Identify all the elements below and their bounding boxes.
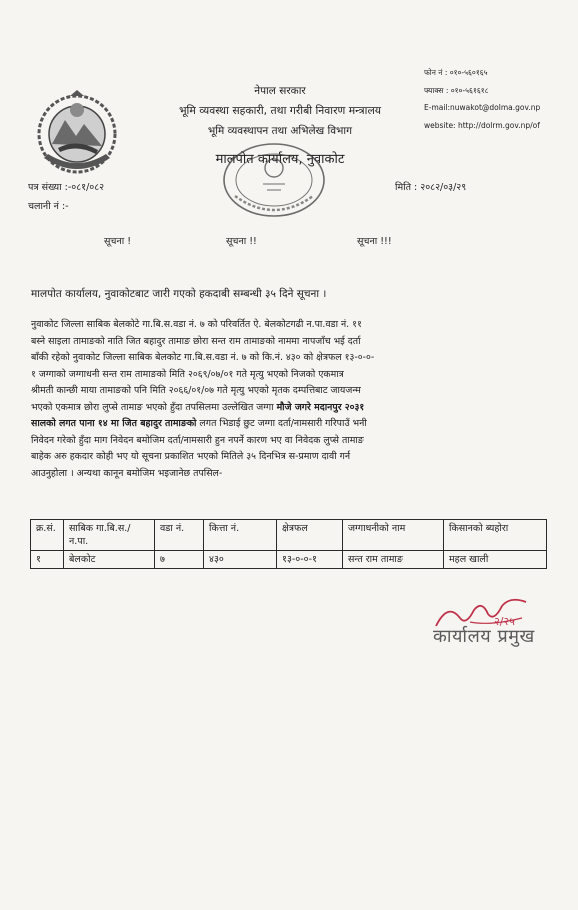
table-cell: १३-०-०-१ bbox=[277, 551, 343, 569]
header-line-department: भूमि व्यवस्थापन तथा अभिलेख विभाग bbox=[207, 125, 353, 137]
parcel-table bbox=[30, 519, 547, 569]
body-bold-location: मौजे जगरे मदानपुर २०३१ bbox=[276, 401, 365, 413]
body-line-part: लगत भिडाई छुट जग्गा दर्ता/नामसारी गरिपाउँ भनी bbox=[196, 418, 367, 429]
body-line: नुवाकोट जिल्ला साबिक बेलकोटे गा.बि.स.वडा नं. ७ को परिवर्तित ऐ. बेलकोटगढी न.पा.वडा नं. ११ bbox=[31, 319, 362, 330]
body-line: बाहेक अरु हकदार कोही भए यो सूचना प्रकाशित भएको मितिले ३५ दिनभित्र स-प्रमाण दावी गर्न bbox=[31, 451, 351, 462]
table-cell: १ bbox=[31, 551, 64, 569]
body-line: बाँकी रहेको नुवाकोट जिल्ला साबिक बेलकोट गा.बि.स.वडा नं. ७ को कि.नं. ४३० को क्षेत्रफल १३-०-०- bbox=[31, 352, 375, 363]
contact-fax: फ्याक्स : ०१०-५६१६१८ bbox=[424, 86, 489, 95]
office-head-stamp: कार्यालय प्रमुख bbox=[433, 626, 535, 647]
body-line: निवेदन गरेको हुँदा माग निवेदन बमोजिम दर्ता/नामसारी हुन नपर्ने कारण भए वा निवेदक लुप्से तामाङ bbox=[31, 434, 364, 446]
body-line: श्रीमती कान्छी माया तामाङको पनि मिति २०६६/०१/०७ गते मृत्यु भएको मृतक दम्पत्तिबाट जायजन्म bbox=[31, 385, 361, 396]
nepal-emblem-icon bbox=[30, 88, 125, 176]
notice-word-1: सूचना ! bbox=[104, 236, 132, 247]
contact-phone: फोन नं : ०१०-५६०१६५ bbox=[424, 68, 488, 77]
header-line-government: नेपाल सरकार bbox=[254, 85, 306, 97]
letter-number: पत्र संख्या :-०८१/०८२ bbox=[28, 182, 105, 193]
notice-title: मालपोत कार्यालय, नुवाकोटबाट जारी गएको हकदाबी सम्बन्धी ३५ दिने सूचना । bbox=[31, 288, 327, 300]
table-header-row bbox=[31, 520, 547, 551]
office-seal-stamp-icon bbox=[215, 138, 333, 222]
dispatch-number: चलानी नं :- bbox=[28, 201, 69, 212]
letter-date: मिति : २०८२/०३/२९ bbox=[395, 182, 467, 193]
signature-date: २/२५ bbox=[494, 615, 515, 628]
body-line-part: भएको एकमात्र छोरा लुप्से तामाङ भएको हुँदा तपसिलमा उल्लेखित जग्गा bbox=[31, 401, 277, 413]
body-line-with-bold bbox=[31, 400, 545, 417]
body-line: १ जग्गाको जग्गाधनी सन्त राम तामाङको मिति २०६९/०७/०१ गते मृत्यु भएको निजको एकमात्र bbox=[31, 368, 344, 380]
column-header: किसानको ब्यहोरा bbox=[444, 520, 547, 551]
notice-body bbox=[31, 317, 545, 482]
contact-website: website: http://dolrm.gov.np/of bbox=[424, 121, 540, 130]
table-cell: ७ bbox=[155, 551, 204, 569]
notice-word-3: सूचना !!! bbox=[357, 236, 392, 247]
body-line: बस्ने साइला तामाङको नाति जित बहादुर तामाङ छोरा सन्त राम तामाङको नाममा नापजाँच भई दर्ता bbox=[31, 335, 361, 347]
column-header: कित्ता नं. bbox=[204, 520, 277, 551]
table-cell: बेलकोट bbox=[64, 551, 155, 569]
column-header: साबिक गा.बि.स./न.पा. bbox=[64, 520, 155, 551]
table-cell: सन्त राम तामाङ bbox=[343, 551, 444, 569]
body-line: आउनुहोला । अन्यथा कानून बमोजिम भइजानेछ तपसिल- bbox=[31, 467, 223, 479]
contact-email: E-mail:nuwakot@dolma.gov.np bbox=[424, 103, 541, 112]
column-header: क्षेत्रफल bbox=[277, 520, 343, 551]
column-header: वडा नं. bbox=[155, 520, 204, 551]
header-line-office: मालपोत कार्यालय, नुवाकोट bbox=[215, 152, 345, 167]
body-line bbox=[31, 416, 545, 433]
column-header: क्र.सं. bbox=[31, 520, 64, 551]
table-row bbox=[31, 551, 547, 569]
body-bold-record: सालको लगत पाना १४ मा जित बहादुर तामाङको bbox=[31, 418, 197, 429]
notice-word-2: सूचना !! bbox=[226, 236, 257, 247]
table-cell: ४३० bbox=[204, 551, 277, 569]
header-line-ministry: भूमि व्यवस्था सहकारी, तथा गरीबी निवारण मन्त्रालय bbox=[178, 104, 382, 117]
column-header: जग्गाधनीको नाम bbox=[343, 520, 444, 551]
table-cell: महल खाली bbox=[444, 551, 547, 569]
